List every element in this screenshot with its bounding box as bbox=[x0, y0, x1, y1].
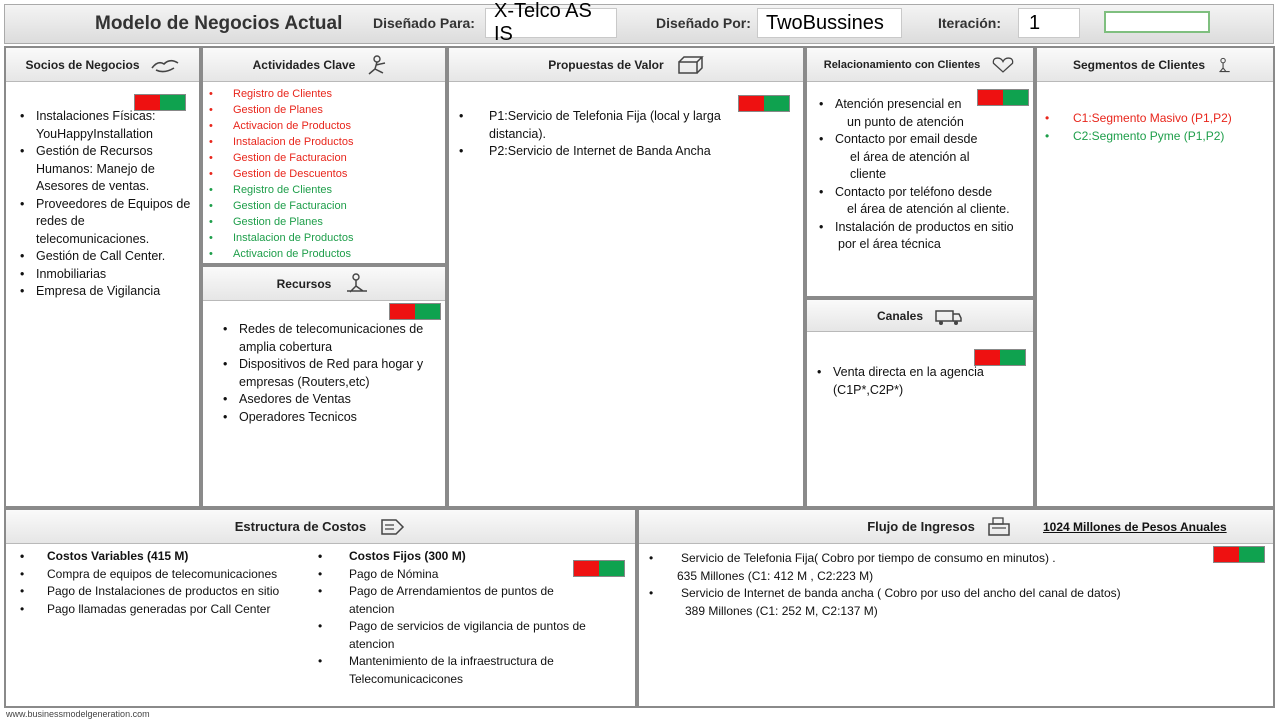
item-line: el área de atención al bbox=[850, 149, 970, 164]
list-item: • Pago llamadas generadas por Call Center bbox=[18, 601, 318, 619]
canvas-title: Modelo de Negocios Actual bbox=[95, 13, 343, 34]
item-detail: 389 Millones (C1: 252 M, C2:137 M) bbox=[685, 603, 878, 618]
list-item: • Activacion de Productos bbox=[207, 246, 443, 262]
segmentos-header bbox=[1037, 48, 1273, 82]
propuestas-list bbox=[457, 108, 739, 161]
gift-icon bbox=[674, 54, 704, 76]
item-line: • Servicio de Telefonia Fija( Cobro por tiempo de consumo en minutos) . bbox=[681, 551, 1056, 565]
iteration-label: Iteración: bbox=[938, 15, 1002, 31]
cash-register-icon bbox=[985, 516, 1015, 538]
list-item: • Registro de Clientes bbox=[207, 182, 443, 198]
ingresos-status-flag bbox=[1213, 546, 1265, 563]
costos-title: Estructura de Costos bbox=[234, 519, 367, 534]
list-item: • Gestion de Facturacion bbox=[207, 150, 443, 166]
handshake-icon bbox=[150, 54, 180, 76]
item-line: por el área técnica bbox=[838, 237, 941, 251]
propuestas-title: Propuestas de Valor bbox=[548, 57, 664, 72]
list-item: • Mantenimiento de la infraestructura de Telecomunicacicones bbox=[316, 653, 601, 688]
iteration-field[interactable]: 1 bbox=[1018, 8, 1080, 38]
socios-list bbox=[18, 108, 198, 301]
designed-for-field[interactable]: X-Telco AS IS bbox=[485, 8, 617, 38]
list-item: • Operadores Tecnicos bbox=[221, 409, 426, 427]
recursos-status-flag bbox=[389, 303, 441, 320]
relacionamiento-list bbox=[817, 96, 1035, 254]
socios-header bbox=[6, 48, 199, 82]
footer-url: www.businessmodelgeneration.com bbox=[6, 709, 150, 719]
item-line: cliente bbox=[850, 167, 887, 181]
item-line: • Contacto por email desde bbox=[835, 132, 978, 146]
item-line: • Atención presencial en bbox=[835, 97, 962, 111]
costos-variables-list bbox=[18, 548, 318, 618]
actividades-title: Actividades Clave bbox=[252, 57, 356, 72]
canales-list bbox=[815, 364, 1005, 399]
ingresos-total: 1024 Millones de Pesos Anuales bbox=[1043, 520, 1227, 534]
list-item: • Redes de telecomunicaciones de amplia cobertura bbox=[221, 321, 426, 356]
ingresos-block bbox=[637, 508, 1275, 708]
item-line: un punto de atención bbox=[847, 114, 964, 129]
list-item: • Gestion de Facturacion bbox=[207, 198, 443, 214]
relacionamiento-header bbox=[807, 48, 1033, 82]
title-bar bbox=[4, 0, 1274, 45]
designed-by-field[interactable]: TwoBussines bbox=[757, 8, 902, 38]
recursos-title: Recursos bbox=[276, 276, 332, 291]
list-item: • Asedores de Ventas bbox=[221, 391, 426, 409]
list-item: • Gestion de Planes bbox=[207, 102, 443, 118]
list-item: • Gestion de Planes bbox=[207, 214, 443, 230]
list-item: • Pago de servicios de vigilancia de puntos de atencion bbox=[316, 618, 601, 653]
list-item: • Gestion de Descuentos bbox=[207, 166, 443, 182]
item-line: el área de atención al cliente. bbox=[847, 202, 1010, 216]
list-item: • P1:Servicio de Telefonia Fija (local y larga distancia). bbox=[457, 108, 739, 143]
resources-icon bbox=[341, 273, 371, 295]
list-item: • Inmobiliarias bbox=[18, 266, 198, 284]
list-item bbox=[817, 184, 1035, 219]
list-item: • Instalacion de Productos bbox=[207, 134, 443, 150]
status-box[interactable] bbox=[1104, 11, 1210, 33]
list-item: • Dispositivos de Red para hogar y empresas (Routers,etc) bbox=[221, 356, 426, 391]
list-item: • Empresa de Vigilancia bbox=[18, 283, 198, 301]
list-item: • Costos Fijos (300 M) bbox=[316, 548, 606, 566]
recursos-list bbox=[221, 321, 426, 426]
item-line: • Servicio de Internet de banda ancha ( Cobro por uso del ancho del canal de datos) bbox=[681, 586, 1121, 600]
item-detail: 635 Millones (C1: 412 M , C2:223 M) bbox=[677, 568, 874, 583]
propuestas-block bbox=[447, 46, 805, 508]
list-item: • Gestión de Call Center. bbox=[18, 248, 198, 266]
list-item: • Pago de Instalaciones de productos en sitio bbox=[18, 583, 318, 601]
canales-title: Canales bbox=[876, 308, 924, 323]
heart-icon bbox=[990, 54, 1016, 76]
propuestas-header bbox=[449, 48, 803, 82]
list-item bbox=[817, 96, 1035, 131]
ingresos-list bbox=[647, 550, 1207, 620]
list-item: • Registro de Clientes bbox=[207, 86, 443, 102]
actividades-block bbox=[201, 46, 447, 265]
list-item: • Compra de equipos de telecomunicaciones bbox=[18, 566, 318, 584]
designed-by-label: Diseñado Por: bbox=[656, 15, 751, 31]
list-item bbox=[647, 585, 1207, 620]
item-line: • Contacto por teléfono desde bbox=[835, 184, 993, 199]
actividades-list bbox=[207, 86, 443, 262]
list-item: • C2:Segmento Pyme (P1,P2) bbox=[1043, 128, 1275, 146]
list-item: • Venta directa en la agencia (C1P*,C2P*) bbox=[815, 364, 1005, 399]
relacionamiento-block bbox=[805, 46, 1035, 298]
list-item: • Gestión de Recursos Humanos: Manejo de Asesores de ventas. bbox=[18, 143, 198, 196]
actividades-header bbox=[203, 48, 445, 82]
recursos-header bbox=[203, 267, 445, 301]
costos-block bbox=[4, 508, 637, 708]
canales-block bbox=[805, 298, 1035, 508]
list-item: • Pago de Nómina bbox=[316, 566, 606, 584]
list-item: • Instalacion de Productos bbox=[207, 230, 443, 246]
canales-header bbox=[807, 300, 1033, 332]
list-item: • P2:Servicio de Internet de Banda Ancha bbox=[457, 143, 739, 161]
socios-title: Socios de Negocios bbox=[25, 57, 140, 72]
truck-icon bbox=[933, 305, 963, 327]
socios-block bbox=[4, 46, 201, 508]
price-tag-icon bbox=[376, 516, 406, 538]
costos-header bbox=[6, 510, 635, 544]
ingresos-title: Flujo de Ingresos bbox=[867, 519, 975, 534]
segmentos-list bbox=[1043, 110, 1275, 145]
recursos-block bbox=[201, 265, 447, 508]
list-item bbox=[817, 131, 1035, 184]
list-item: • Pago de Arrendamientos de puntos de atencion bbox=[316, 583, 566, 618]
list-item: • Activacion de Productos bbox=[207, 118, 443, 134]
list-item bbox=[817, 219, 1035, 254]
relacionamiento-title: Relacionamiento con Clientes bbox=[823, 58, 981, 71]
designed-for-label: Diseñado Para: bbox=[373, 15, 475, 31]
worker-icon bbox=[365, 54, 395, 76]
costos-fijos-list bbox=[316, 548, 606, 688]
item-line: • Instalación de productos en sitio bbox=[835, 219, 1014, 234]
propuestas-status-flag bbox=[738, 95, 790, 112]
list-item bbox=[647, 550, 1207, 585]
segmentos-block bbox=[1035, 46, 1275, 508]
list-item: • Costos Variables (415 M) bbox=[18, 548, 318, 566]
segmentos-title: Segmentos de Clientes bbox=[1072, 57, 1206, 72]
customer-icon bbox=[1215, 54, 1237, 76]
list-item: • Proveedores de Equipos de redes de telecomunicaciones. bbox=[18, 196, 198, 249]
list-item: • C1:Segmento Masivo (P1,P2) bbox=[1043, 110, 1275, 128]
list-item: • Instalaciones Físicas: YouHappyInstallation bbox=[18, 108, 198, 143]
